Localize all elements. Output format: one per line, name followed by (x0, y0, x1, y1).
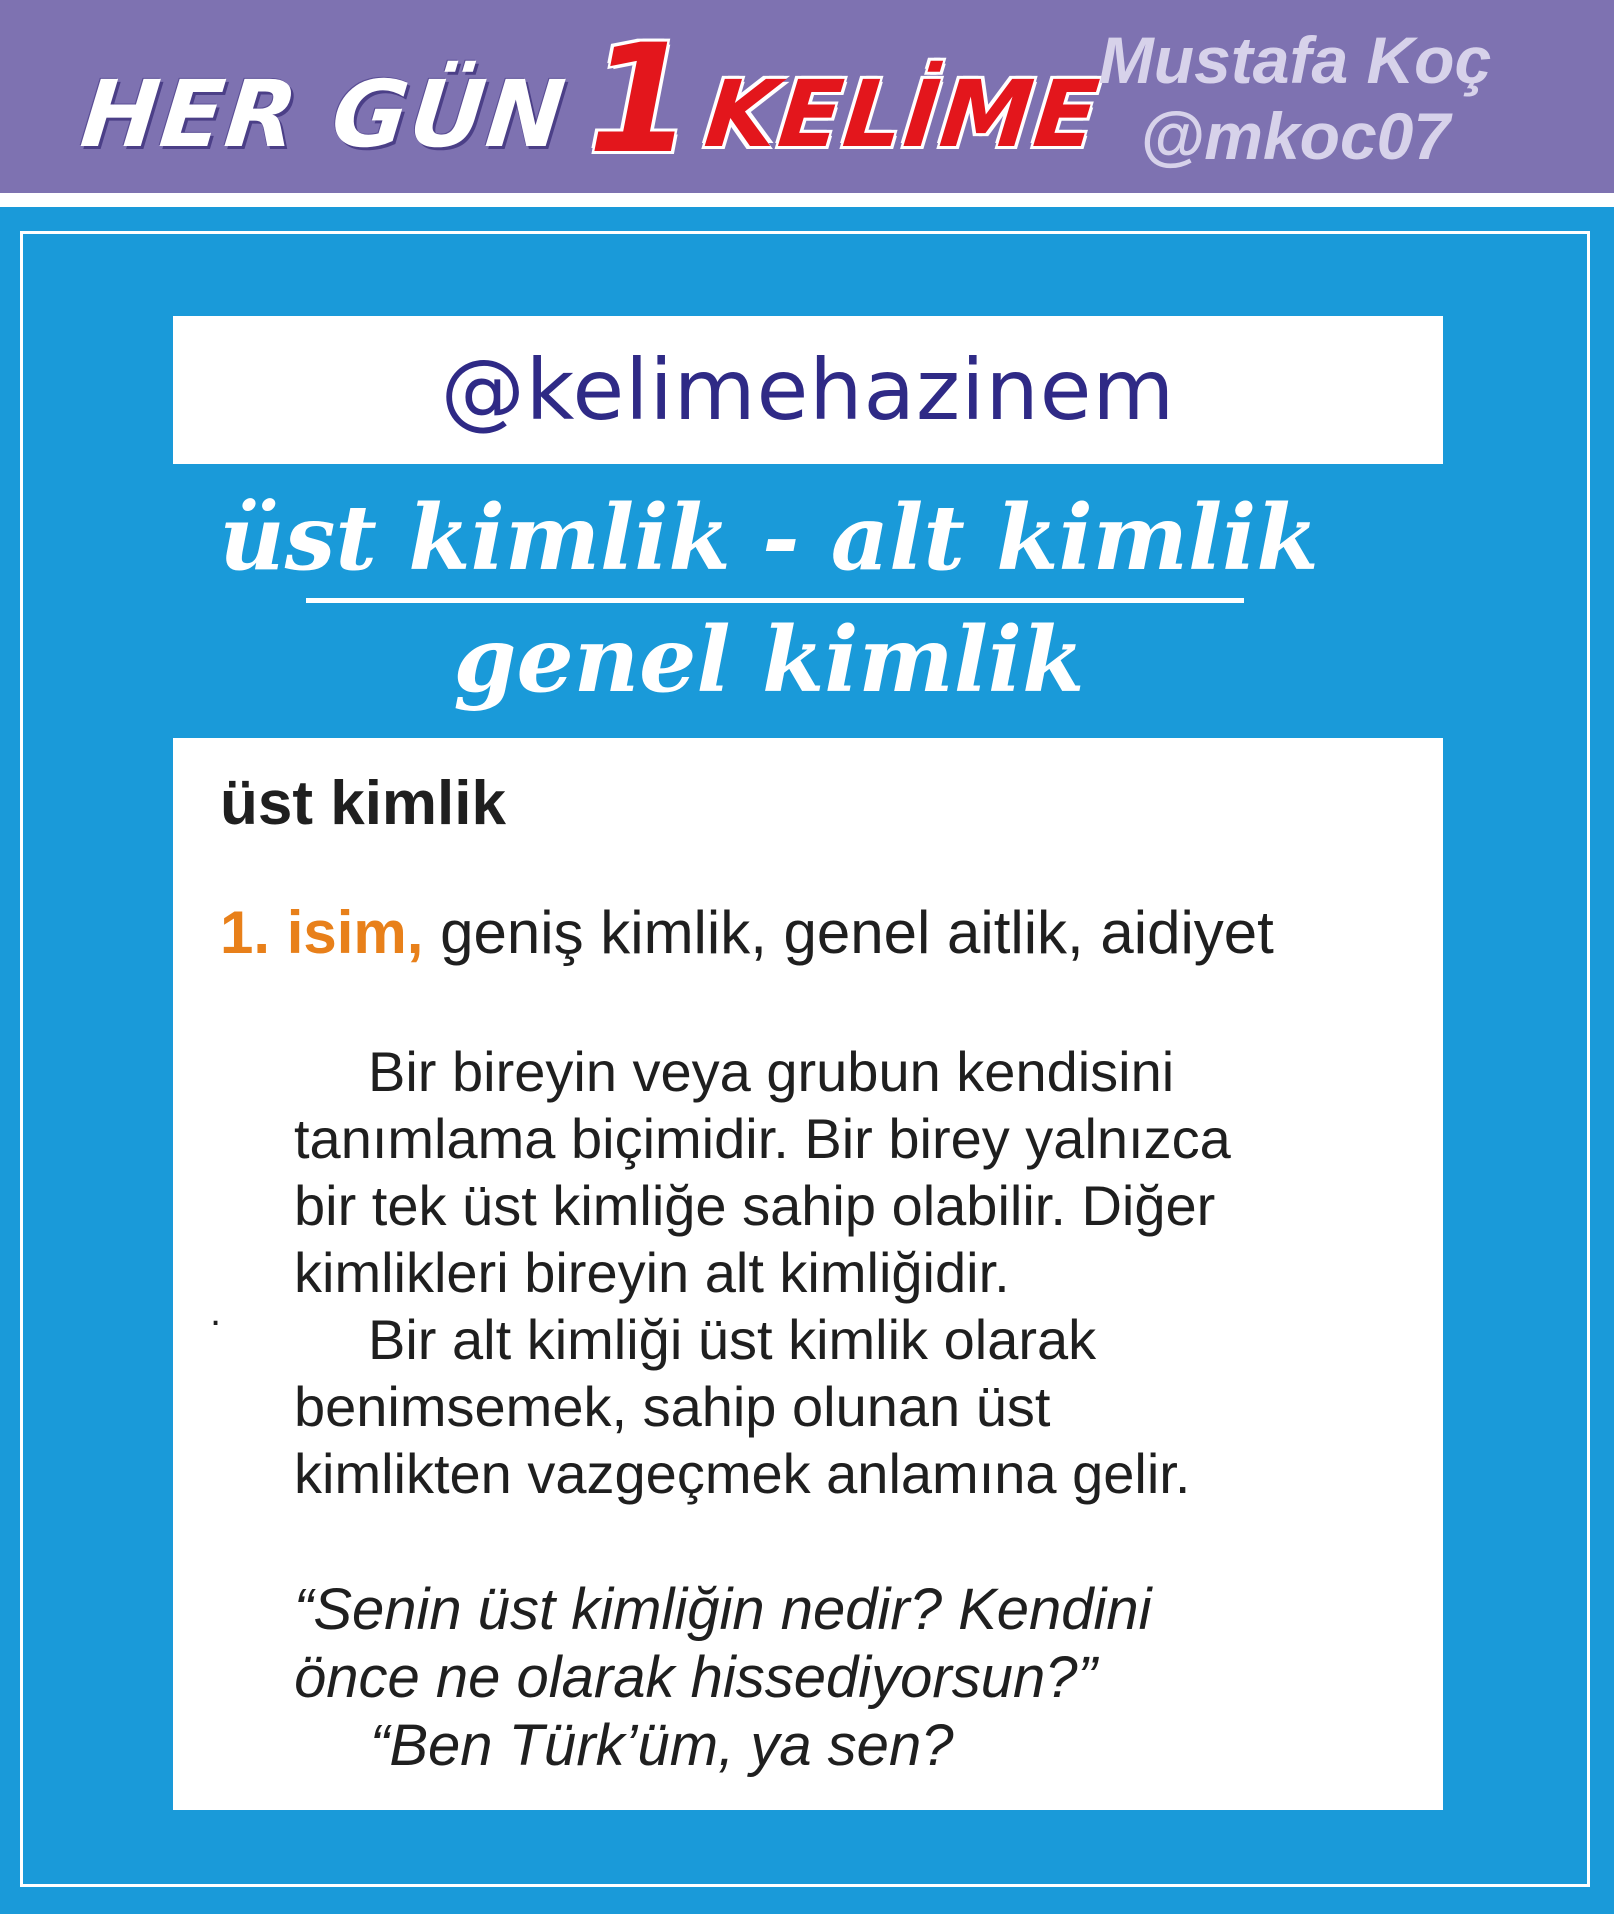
handle-box (173, 316, 1443, 464)
paragraph-line: kimlikten vazgeçmek anlamına gelir. (294, 1442, 1191, 1505)
logo-one-text: 1 (587, 13, 693, 187)
example-quote (294, 1576, 1424, 1780)
author-block (1085, 22, 1505, 174)
title-top: üst kimlik - alt kimlik (219, 485, 1319, 591)
quote-line: “Senin üst kimliğin nedir? Kendini (294, 1577, 1152, 1642)
paragraph-line: Bir alt kimliği üst kimlik olarak (368, 1308, 1097, 1371)
title-bottom: genel kimlik (453, 607, 1085, 713)
paragraph-line: kimlikleri bireyin alt kimliğidir. (294, 1241, 1010, 1304)
quote-line: “Ben Türk’üm, ya sen? (370, 1713, 954, 1778)
paragraph-line: tanımlama biçimidir. Bir birey yalnızca (294, 1107, 1231, 1170)
sense-number: 1. (220, 899, 271, 966)
logo-kelime-text: KELİME (700, 61, 1106, 168)
author-name: Mustafa Koç (1098, 23, 1492, 97)
definition-paragraph-2 (294, 1306, 1424, 1507)
stray-dot-marker: . (210, 1290, 222, 1334)
paragraph-line: bir tek üst kimliğe sahip olabilir. Diğer (294, 1174, 1216, 1237)
entry-term: üst kimlik (220, 769, 506, 838)
sense-line (220, 898, 1274, 967)
logo-her-gun-text: HER GÜN (76, 61, 572, 168)
definition-paragraph-1 (294, 1038, 1424, 1306)
paragraph-line: Bir bireyin veya grubun kendisini (368, 1040, 1175, 1103)
her-gun-1-kelime-logo (76, 13, 1106, 187)
handle-text: @kelimehazinem (440, 341, 1176, 439)
synonyms: geniş kimlik, genel aitlik, aidiyet (440, 899, 1274, 966)
part-of-speech: isim, (286, 899, 424, 966)
quote-line: önce ne olarak hissediyorsun?” (294, 1645, 1097, 1710)
title-divider (306, 598, 1244, 603)
paragraph-line: benimsemek, sahip olunan üst (294, 1375, 1051, 1438)
author-handle: @mkoc07 (1139, 99, 1451, 173)
header-band (0, 0, 1614, 193)
definition-card (173, 738, 1443, 1810)
